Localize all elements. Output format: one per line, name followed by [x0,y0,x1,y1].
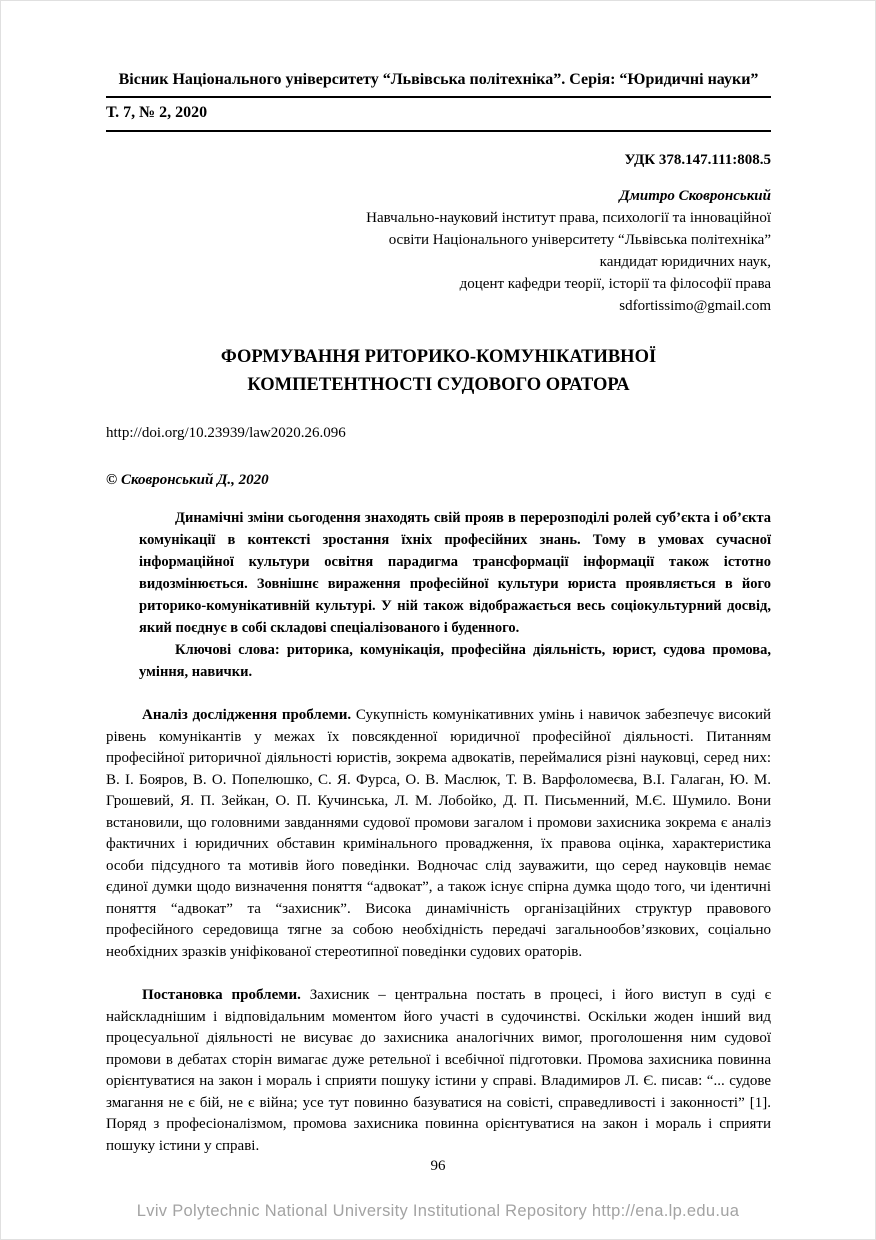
abstract-block [139,507,771,683]
section-lead: Постановка проблеми. [142,987,301,1003]
section-body: Сукупність комунікативних умінь і навичок забезпечує високий рівень комунікантів у межах їх повсякденної юридичної професійної діяльності. Питанням професійної риторичної діяльності юристів, зокрема адвокатів, переймалися різні науковці, серед них: В. І. Бояров, В. О. Попелюшко, С. Я. Фурса, О. В. Маслюк, Т. В. Варфоломеєва, В.І. Галаган, Ю. М. Грошевий, Я. П. Зейкан, О. П. Кучинська, Л. М. Лобойко, Д. П. Письменний, М.Є. Шумило. Вони встановили, що головними завданнями судової промови загалом і промови захисника зокрема є аналіз фактичних і юридичних обставин кримінального провадження, їх правова оцінка, характеристика особи підсудного та мотивів його поведінки. Водночас слід зауважити, що серед науковців немає єдиної думки щодо визначення поняття “адвокат”, а також існує спірна думка щодо того, чи ідентичні поняття “адвокат” та “захисник”. Висока динамічність організаційних структур правового професійного середовища тягне за собою необхідність передачі загальнообов’язкових, соціально необхідних зразків уніфікованої стереотипної поведінки судових ораторів. [106,707,771,960]
abstract-text: Динамічні зміни сьогодення знаходять свій прояв в перерозподілі ролей суб’єкта і об’єкта комунікації в контексті зростання їхніх професійних знань. Тому в умовах сучасної інформаційної культури освітня парадигма трансформації інформації також істотно видозмінюється. Зовнішнє вираження професійної культури юриста проявляється в його риторико-комунікативній культурі. У ній також відображається весь соціокультурний досвід, який поєднує в собі складові спеціалізованого і буденного. [139,510,771,636]
abstract-paragraph [139,507,771,639]
keywords-label: Ключові слова: [175,642,280,658]
volume-issue: Т. 7, № 2, 2020 [106,98,771,132]
section-body: Захисник – центральна постать в процесі, і його виступ в суді є найскладнішим і відповідальним моментом його участі в судочинстві. Оскільки жоден інший вид процесуальної діяльності не висуває до захисника аналогічних вимог, проголошення ним судової промови в дебатах сторін вимагає дуже ретельної і всебічної підготовки. Промова захисника повинна орієнтуватися на закон і мораль і сприяти пошуку істини у справі. Владимиров Л. Є. писав: “... судове змагання не є бій, не є війна; усе тут повинно базуватися на совісті, справедливості і законності” [1]. Поряд з професіоналізмом, промова захисника повинна орієнтуватися на закон і мораль і сприяти пошуку істини у справі. [106,987,772,1154]
affiliation-line: освіти Національного університету “Львівська політехніка” [388,232,771,248]
affiliation-line: кандидат юридичних наук, [599,254,771,270]
keywords-text: риторика, комунікація, професійна діяльність, юрист, судова промова, уміння, навички. [139,642,771,680]
copyright-line: © Сковронський Д., 2020 [106,472,269,488]
journal-title: Вісник Національного університету “Львівська політехніка”. Серія: “Юридичні науки” [106,69,771,98]
affiliation-line: Навчально-науковий інститут права, психології та інноваційної [366,210,771,226]
doi-text: http://doi.org/10.23939/law2020.26.096 [106,425,346,441]
section-problem-statement [106,985,771,1157]
author-block [106,185,771,317]
article-title: ФОРМУВАННЯ РИТОРИКО-КОМУНІКАТИВНОЇ КОМПЕТЕНТНОСТІ СУДОВОГО ОРАТОРА [220,347,657,395]
journal-header [106,69,771,132]
affiliation-line: доцент кафедри теорії, історії та філософії права [459,276,771,292]
author-name: Дмитро Сковронський [619,188,771,204]
repository-footer: Lviv Polytechnic National University Institutional Repository http://ena.lp.edu.ua [136,1202,740,1220]
keywords-paragraph [139,639,771,683]
page-number: 96 [430,1158,446,1174]
author-email: sdfortissimo@gmail.com [619,298,771,314]
section-analysis [106,705,771,963]
udc-code: УДК 378.147.111:808.5 [624,152,771,168]
section-lead: Аналіз дослідження проблеми. [142,707,352,723]
